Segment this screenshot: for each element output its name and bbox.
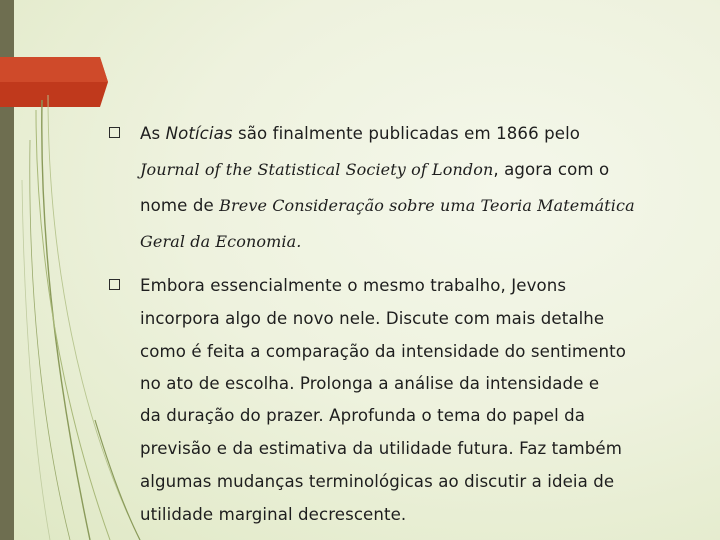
italic-title-noticias: Notícias xyxy=(165,124,233,143)
text-segment: são finalmente publicadas em 1866 pelo xyxy=(232,124,581,143)
text-segment: As xyxy=(140,124,166,143)
square-bullet-icon xyxy=(109,127,120,138)
bullet-2-line-3: como é feita a comparação da intensidade do sentimento xyxy=(140,342,626,361)
bullet-1-line-2 xyxy=(140,160,609,179)
bullet-1-line-1 xyxy=(140,124,580,143)
bullet-2-line-2: incorpora algo de novo nele. Discute com mais detalhe xyxy=(140,309,605,328)
italic-journal-title: Journal of the Statistical Society of London xyxy=(140,160,494,179)
bullet-1-line-4 xyxy=(140,232,301,251)
italic-book-title: Breve Consideração sobre uma Teoria Matemática xyxy=(219,196,635,215)
bullet-2-line-8: utilidade marginal decrescente. xyxy=(140,505,407,524)
bullet-2-line-6: previsão e da estimativa da utilidade futura. Faz também xyxy=(140,439,623,458)
square-bullet-icon xyxy=(109,279,120,290)
bullet-2-line-7: algumas mudanças terminológicas ao discutir a ideia de xyxy=(140,472,615,491)
text-segment: nome de xyxy=(140,196,220,215)
bullet-2-line-5: da duração do prazer. Aprofunda o tema do papel da xyxy=(140,406,586,425)
italic-book-title-cont: Geral da Economia. xyxy=(140,232,302,251)
bullet-2-line-1: Embora essencialmente o mesmo trabalho, Jevons xyxy=(140,276,567,295)
bullet-1-line-3 xyxy=(140,196,635,215)
text-segment: , agora com o xyxy=(493,160,610,179)
bullet-2-line-4: no ato de escolha. Prolonga a análise da intensidade e xyxy=(140,374,600,393)
